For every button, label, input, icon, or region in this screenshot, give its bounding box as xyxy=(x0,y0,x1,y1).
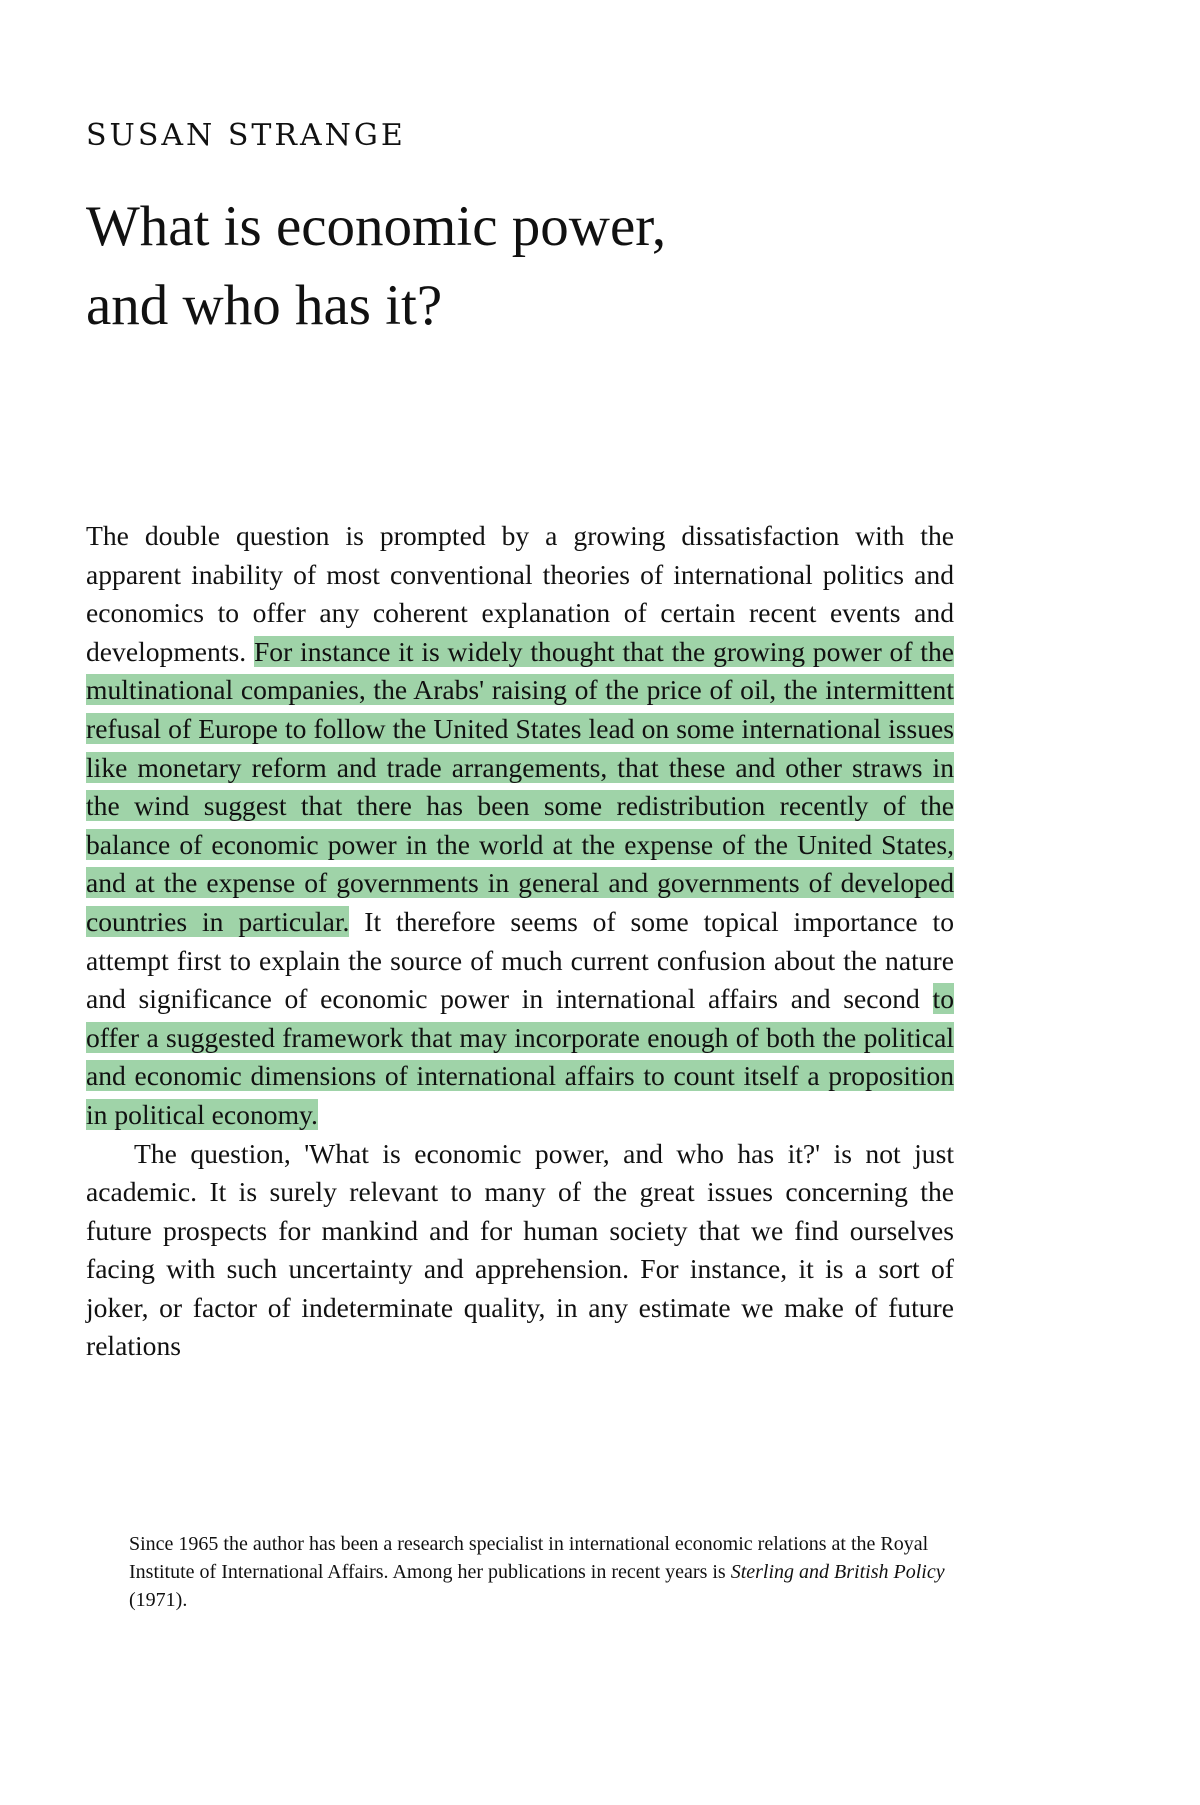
article-title xyxy=(86,188,986,345)
footnote-text-a: Since 1965 the author has been a research specialist in international economic relations at the Royal Institute of International Affairs. Among her publications in recent years is xyxy=(129,1533,929,1583)
title-line-1: What is economic power, xyxy=(86,195,667,258)
paragraph-1-text-a: The double question is prompted by a growing dissatisfaction with the apparent inability of most conventional theories of international politics and economics to offer any coherent explanation of certain recent events and developments. xyxy=(86,520,954,667)
paragraph-1-text-b: It therefore seems of some topical importance to attempt first to explain the source of much current confusion about the nature and significance of economic power in international affairs and second xyxy=(86,905,954,1015)
highlighted-passage-1[interactable]: For instance it is widely thought that the growing power of the multinational companies, the Arabs' raising of the price of oil, the intermittent refusal of Europe to follow the United States lead on some international issues like monetary reform and trade arrangements, that these and other straws in the wind suggest that there has been some redistribution recently of the balance of economic power in the world at the expense of the United States, and at the expense of governments in general and governments of developed countries in particular. xyxy=(86,635,954,937)
footnote-book-title: Sterling and British Policy xyxy=(730,1561,945,1583)
title-line-2: and who has it? xyxy=(86,273,443,337)
author-footnote xyxy=(129,1530,954,1614)
article-body xyxy=(86,517,954,1366)
author-name: SUSAN STRANGE xyxy=(86,118,406,153)
paragraph-2: The question, 'What is economic power, and who has it?' is not just academic. It is surely relevant to many of the great issues concerning the future prospects for mankind and for human society that we find ourselves facing with such uncertainty and apprehension. For instance, it is a sort of joker, or factor of indeterminate quality, in any estimate we make of future relations xyxy=(86,1137,954,1362)
highlighted-passage-2[interactable]: to offer a suggested framework that may incorporate enough of both the political and economic dimensions of international affairs to count itself a proposition in political economy. xyxy=(86,983,954,1130)
footnote-text-b: (1971). xyxy=(129,1589,188,1611)
paragraph-1 xyxy=(86,517,954,1135)
